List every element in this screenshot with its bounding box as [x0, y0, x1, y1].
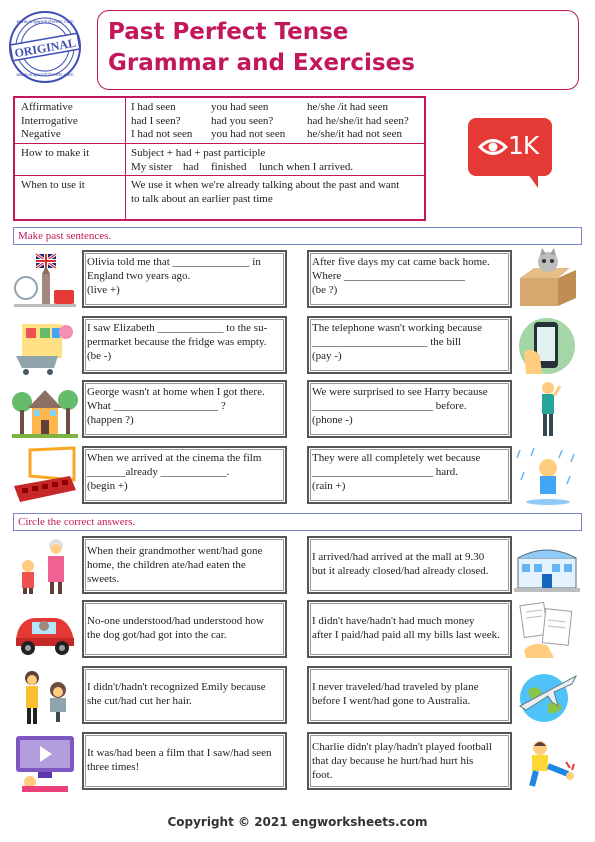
example-participle: finished [211, 160, 247, 173]
exercise-line: The telephone wasn't working because [312, 322, 482, 334]
eye-icon [478, 134, 508, 160]
usage-line-2: to talk about an earlier past time [131, 192, 273, 205]
grammar-table [13, 96, 426, 221]
exercise-line: When their grandmother went/had gone [87, 545, 263, 557]
exercise-line: that day because he hurt/had hurt his [312, 755, 474, 767]
exercise-line: the dog got/had got into the car. [87, 629, 227, 641]
exercise-1-1 [82, 250, 287, 308]
exercise-hint: (begin +) [87, 480, 128, 492]
supermarket-shopping-picture [12, 316, 78, 376]
cat-in-box-picture [514, 248, 580, 308]
house-with-trees-picture [12, 380, 78, 440]
how-to-make-row [15, 144, 424, 176]
exercise-line: ______________________ hard. [312, 466, 459, 478]
exercise-1-5 [82, 380, 287, 438]
exercise-1-6 [307, 380, 512, 438]
exercise-line: I arrived/had arrived at the mall at 9.30 [312, 551, 485, 563]
exercise-hint: (live +) [87, 284, 120, 296]
exercise-1-3 [82, 316, 287, 374]
title-box [97, 10, 579, 90]
phone-in-hand-picture [514, 316, 580, 376]
injured-footballer-picture [514, 732, 580, 792]
exercise-2-1 [82, 536, 287, 594]
exercise-1-4 [307, 316, 512, 374]
exercise-line: but it already closed/had already closed. [312, 565, 489, 577]
exercise-hint: (be -) [87, 350, 112, 362]
exercise-line: Charlie didn't play/hadn't played football [312, 741, 492, 753]
exercise-1-7 [82, 446, 287, 504]
form-you-negative: you had not seen [211, 128, 286, 140]
label-negative: Negative [21, 128, 61, 140]
child-in-rain-picture [514, 446, 580, 506]
formula-text: Subject + had + past participle [131, 147, 266, 159]
form-he-affirmative: he/she /it had seen [307, 101, 388, 113]
exercise-2-4 [307, 600, 512, 658]
form-you-interrogative: had you seen? [211, 114, 274, 127]
label-interrogative: Interrogative [21, 114, 78, 127]
badge-tail [528, 174, 538, 188]
exercise-line: before I went/had gone to Australia. [312, 695, 471, 707]
when-to-use-row [15, 176, 424, 219]
exercise-line: home, the children ate/had eaten the [87, 559, 246, 571]
hairdresser-picture [12, 666, 78, 726]
label-affirmative: Affirmative [21, 101, 73, 113]
exercise-line: sweets. [87, 573, 120, 585]
dog-in-car-picture [12, 600, 78, 660]
exercise-line: permarket because the fridge was empty. [87, 336, 267, 348]
exercise-2-6 [307, 666, 512, 724]
exercise-2-5 [82, 666, 287, 724]
section-make-sentences [13, 227, 582, 245]
exercise-line: _____________________ the bill [312, 336, 462, 348]
form-you-affirmative: you had seen [211, 101, 269, 113]
exercise-2-7 [82, 732, 287, 790]
form-he-interrogative: had he/she/it had seen? [307, 114, 409, 127]
seal-word: ORIGINAL [13, 35, 77, 61]
london-landmarks-picture [12, 250, 78, 310]
form-i-interrogative: had I seen? [131, 114, 181, 127]
example-sentence [131, 161, 420, 175]
exercise-line: No-one understood/had understood how [87, 615, 264, 627]
forms-row [15, 98, 424, 144]
section-circle-answers [13, 513, 582, 531]
view-count: 1K [508, 131, 539, 160]
exercise-2-3 [82, 600, 287, 658]
example-had: had [183, 160, 199, 173]
title-line-2: Grammar and Exercises [108, 50, 415, 76]
exercise-line: three times! [87, 761, 140, 773]
airplane-globe-picture [514, 666, 580, 726]
seal-url-top: www.engworksheets.com [16, 20, 74, 25]
shopping-mall-picture [514, 536, 580, 596]
exercise-line: she cut/had cut her hair. [87, 695, 192, 707]
exercise-line: George wasn't at home when I got there. [87, 386, 265, 398]
exercise-line: ______________________ before. [312, 400, 467, 412]
section-circle-answers-label: Circle the correct answers. [18, 516, 136, 528]
exercise-line: _______already ____________. [87, 466, 230, 478]
bills-money-picture [514, 600, 580, 660]
exercise-hint: (phone -) [312, 414, 353, 426]
form-i-affirmative: I had seen [131, 101, 176, 113]
section-make-sentences-label: Make past sentences. [18, 230, 112, 242]
example-subject: My sister [131, 160, 173, 173]
exercise-1-2 [307, 250, 512, 308]
form-he-negative: he/she/it had not seen [307, 128, 403, 140]
exercise-hint: (happen ?) [87, 414, 134, 426]
example-rest: lunch when I arrived. [259, 160, 354, 173]
usage-line-1: We use it when we're already talking about the past and want [131, 179, 400, 191]
exercise-line: after I paid/had paid all my bills last week. [312, 629, 500, 641]
exercise-line: I didn't have/hadn't had much money [312, 615, 475, 627]
exercise-hint: (rain +) [312, 480, 346, 492]
exercise-1-8 [307, 446, 512, 504]
copyright-footer: Copyright © 2021 engworksheets.com [167, 815, 428, 829]
label-when-to-use: When to use it [21, 179, 85, 191]
cinema-picture [12, 446, 78, 506]
exercise-line: England two years ago. [87, 270, 191, 282]
original-seal-logo [8, 10, 82, 84]
man-on-phone-picture [514, 380, 580, 440]
exercise-line: When we arrived at the cinema the film [87, 452, 262, 464]
exercise-line: What ___________________ ? [87, 400, 226, 412]
exercise-line: We were surprised to see Harry because [312, 386, 488, 398]
exercise-line: After five days my cat came back home. [312, 256, 490, 268]
exercise-hint: (be ?) [312, 284, 338, 296]
exercise-line: Olivia told me that ______________ in [87, 256, 261, 268]
exercise-line: I never traveled/had traveled by plane [312, 681, 479, 693]
exercise-line: It was/had been a film that I saw/had seen [87, 747, 272, 759]
exercise-line: Where ______________________ [312, 270, 466, 282]
exercise-line: I saw Elizabeth ____________ to the su- [87, 322, 268, 334]
exercise-2-2 [307, 536, 512, 594]
exercise-line: They were all completely wet because [312, 452, 481, 464]
label-how-to-make: How to make it [21, 147, 90, 159]
exercise-line: I didn't/hadn't recognized Emily because [87, 681, 266, 693]
grandmother-children-picture [12, 536, 78, 596]
seal-url-bottom: www.engworksheets.com [16, 73, 74, 78]
title-line-1: Past Perfect Tense [108, 19, 349, 45]
form-i-negative: I had not seen [131, 128, 193, 140]
watching-film-picture [12, 732, 78, 792]
exercise-2-8 [307, 732, 512, 790]
exercise-hint: (pay -) [312, 350, 342, 362]
exercise-line: foot. [312, 769, 333, 781]
